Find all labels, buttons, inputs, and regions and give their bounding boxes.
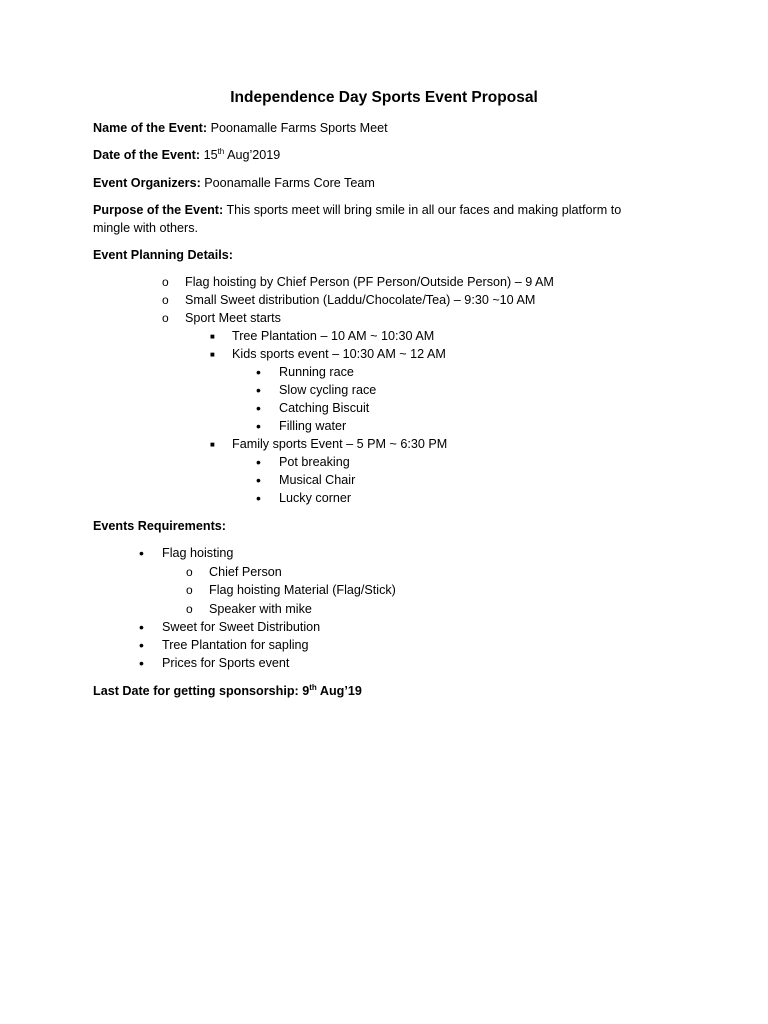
dot-bullet-icon: • [139,619,144,635]
event-date-line [93,146,280,164]
requirement-flag-item: Chief Person [209,565,282,579]
planning-item-tree: Tree Plantation – 10 AM ~ 10:30 AM [232,329,435,343]
planning-item-kids: Kids sports event – 10:30 AM ~ 12 AM [232,347,446,361]
family-item: Lucky corner [279,491,352,505]
event-name-value: Poonamalle Farms Sports Meet [210,121,388,135]
dot-bullet-icon: • [256,364,261,380]
sponsorship-value: 9th Aug’19 [302,683,362,698]
kids-item: Slow cycling race [279,383,377,397]
event-date-label: Date of the Event: [93,148,201,162]
requirements-heading: Events Requirements: [93,519,226,533]
event-organizers-value: Poonamalle Farms Core Team [204,176,375,190]
kids-item: Catching Biscuit [279,401,370,415]
dot-bullet-icon: • [139,545,144,561]
dot-bullet-icon: • [139,637,144,653]
sponsorship-label: Last Date for getting sponsorship: [93,684,299,698]
requirement-item: Sweet for Sweet Distribution [162,620,321,634]
requirement-item: Prices for Sports event [162,656,290,670]
dot-bullet-icon: • [256,454,261,470]
planning-item-sweet: Small Sweet distribution (Laddu/Chocolate/Tea) – 9:30 ~10 AM [185,293,536,307]
circle-bullet-icon: o [186,602,193,616]
family-item: Musical Chair [279,473,356,487]
requirement-flag: Flag hoisting [162,546,234,560]
dot-bullet-icon: • [256,382,261,398]
kids-item: Filling water [279,419,347,433]
requirement-item: Tree Plantation for sapling [162,638,309,652]
dot-bullet-icon: • [256,490,261,506]
circle-bullet-icon: o [162,275,169,289]
requirement-flag-item: Flag hoisting Material (Flag/Stick) [209,583,396,597]
event-purpose-paragraph [93,201,653,237]
event-name-line [93,119,388,137]
square-bullet-icon: ■ [210,350,215,359]
requirement-flag-item: Speaker with mike [209,602,312,616]
circle-bullet-icon: o [186,565,193,579]
document-title: Independence Day Sports Event Proposal [230,89,538,106]
square-bullet-icon: ■ [210,440,215,449]
planning-item-family: Family sports Event – 5 PM ~ 6:30 PM [232,437,448,451]
dot-bullet-icon: • [139,655,144,671]
event-organizers-label: Event Organizers: [93,176,201,190]
dot-bullet-icon: • [256,418,261,434]
planning-heading: Event Planning Details: [93,248,233,262]
event-date-value: 15th Aug’2019 [203,147,281,162]
dot-bullet-icon: • [256,472,261,488]
event-organizers-line [93,174,375,192]
event-purpose-value: This sports meet will bring smile in all our faces and making platform to mingle with others. [93,203,622,235]
family-item: Pot breaking [279,455,350,469]
planning-item-flag: Flag hoisting by Chief Person (PF Person/Outside Person) – 9 AM [185,275,554,289]
circle-bullet-icon: o [162,311,169,325]
event-purpose-label: Purpose of the Event: [93,203,224,217]
event-name-label: Name of the Event: [93,121,208,135]
circle-bullet-icon: o [186,583,193,597]
circle-bullet-icon: o [162,293,169,307]
planning-item-sport-meet: Sport Meet starts [185,311,281,325]
square-bullet-icon: ■ [210,332,215,341]
sponsorship-line [93,682,362,700]
dot-bullet-icon: • [256,400,261,416]
kids-item: Running race [279,365,354,379]
